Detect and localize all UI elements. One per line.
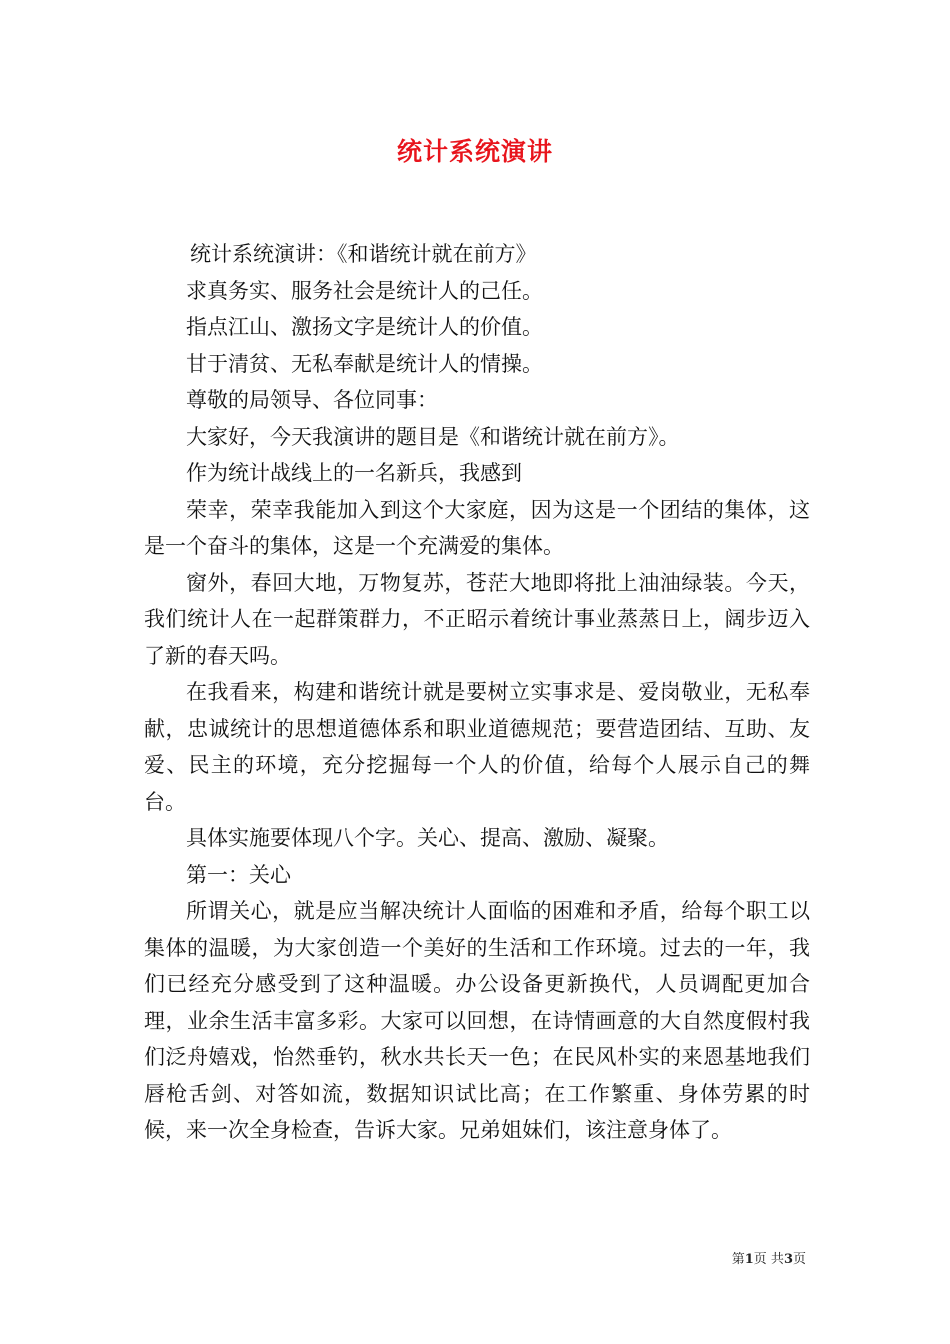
document-body xyxy=(144,236,810,1149)
paragraph: 荣幸，荣幸我能加入到这个大家庭，因为这是一个团结的集体，这是一个奋斗的集体，这是一个充满爱的集体。 xyxy=(144,497,810,558)
paragraph: 指点江山、激扬文字是统计人的价值。 xyxy=(186,315,543,339)
footer-middle: 页 共 xyxy=(753,1252,784,1267)
paragraph: 作为统计战线上的一名新兵，我感到 xyxy=(186,461,522,485)
page-title: 统计系统演讲 xyxy=(396,137,553,166)
footer-prefix: 第 xyxy=(731,1252,745,1267)
page-footer xyxy=(732,1248,806,1267)
footer-current-page: 1 xyxy=(744,1252,754,1267)
paragraph: 第一：关心 xyxy=(186,862,291,887)
paragraph: 求真务实、服务社会是统计人的己任。 xyxy=(186,278,543,303)
paragraph: 具体实施要体现八个字。关心、提高、激励、凝聚。 xyxy=(186,826,669,850)
paragraph: 尊敬的局领导、各位同事： xyxy=(186,388,438,412)
paragraph: 大家好，今天我演讲的题目是《和谐统计就在前方》。 xyxy=(186,424,680,449)
paragraph: 在我看来，构建和谐统计就是要树立实事求是、爱岗敬业，无私奉献，忠诚统计的思想道德体系和职业道德规范；要营造团结、互助、友爱、民主的环境，充分挖掘每一个人的价值，给每个人展示自己的舞台。 xyxy=(144,680,810,814)
paragraph: 统计系统演讲：《和谐统计就在前方》 xyxy=(190,242,537,266)
paragraph: 窗外，春回大地，万物复苏，苍茫大地即将批上油油绿装。今天，我们统计人在一起群策群力，不正昭示着统计事业蒸蒸日上，阔步迈入了新的春天吗。 xyxy=(144,570,810,668)
paragraph: 所谓关心，就是应当解决统计人面临的困难和矛盾，给每个职工以集体的温暖，为大家创造一个美好的生活和工作环境。过去的一年，我们已经充分感受到了这种温暖。办公设备更新换代，人员调配更加合理，业余生活丰富多彩。大家可以回想，在诗情画意的大自然度假村我们泛舟嬉戏，怡然垂钓，秋水共长天一色；在民风朴实的来恩基地我们唇枪舌剑、对答如流，数据知识试比高；在工作繁重、身体劳累的时候，来一次全身检查，告诉大家。兄弟姐妹们，该注意身体了。 xyxy=(144,899,810,1142)
footer-total-pages: 3 xyxy=(783,1252,793,1267)
paragraph: 甘于清贫、无私奉献是统计人的情操。 xyxy=(186,351,543,376)
footer-suffix: 页 xyxy=(792,1252,806,1267)
